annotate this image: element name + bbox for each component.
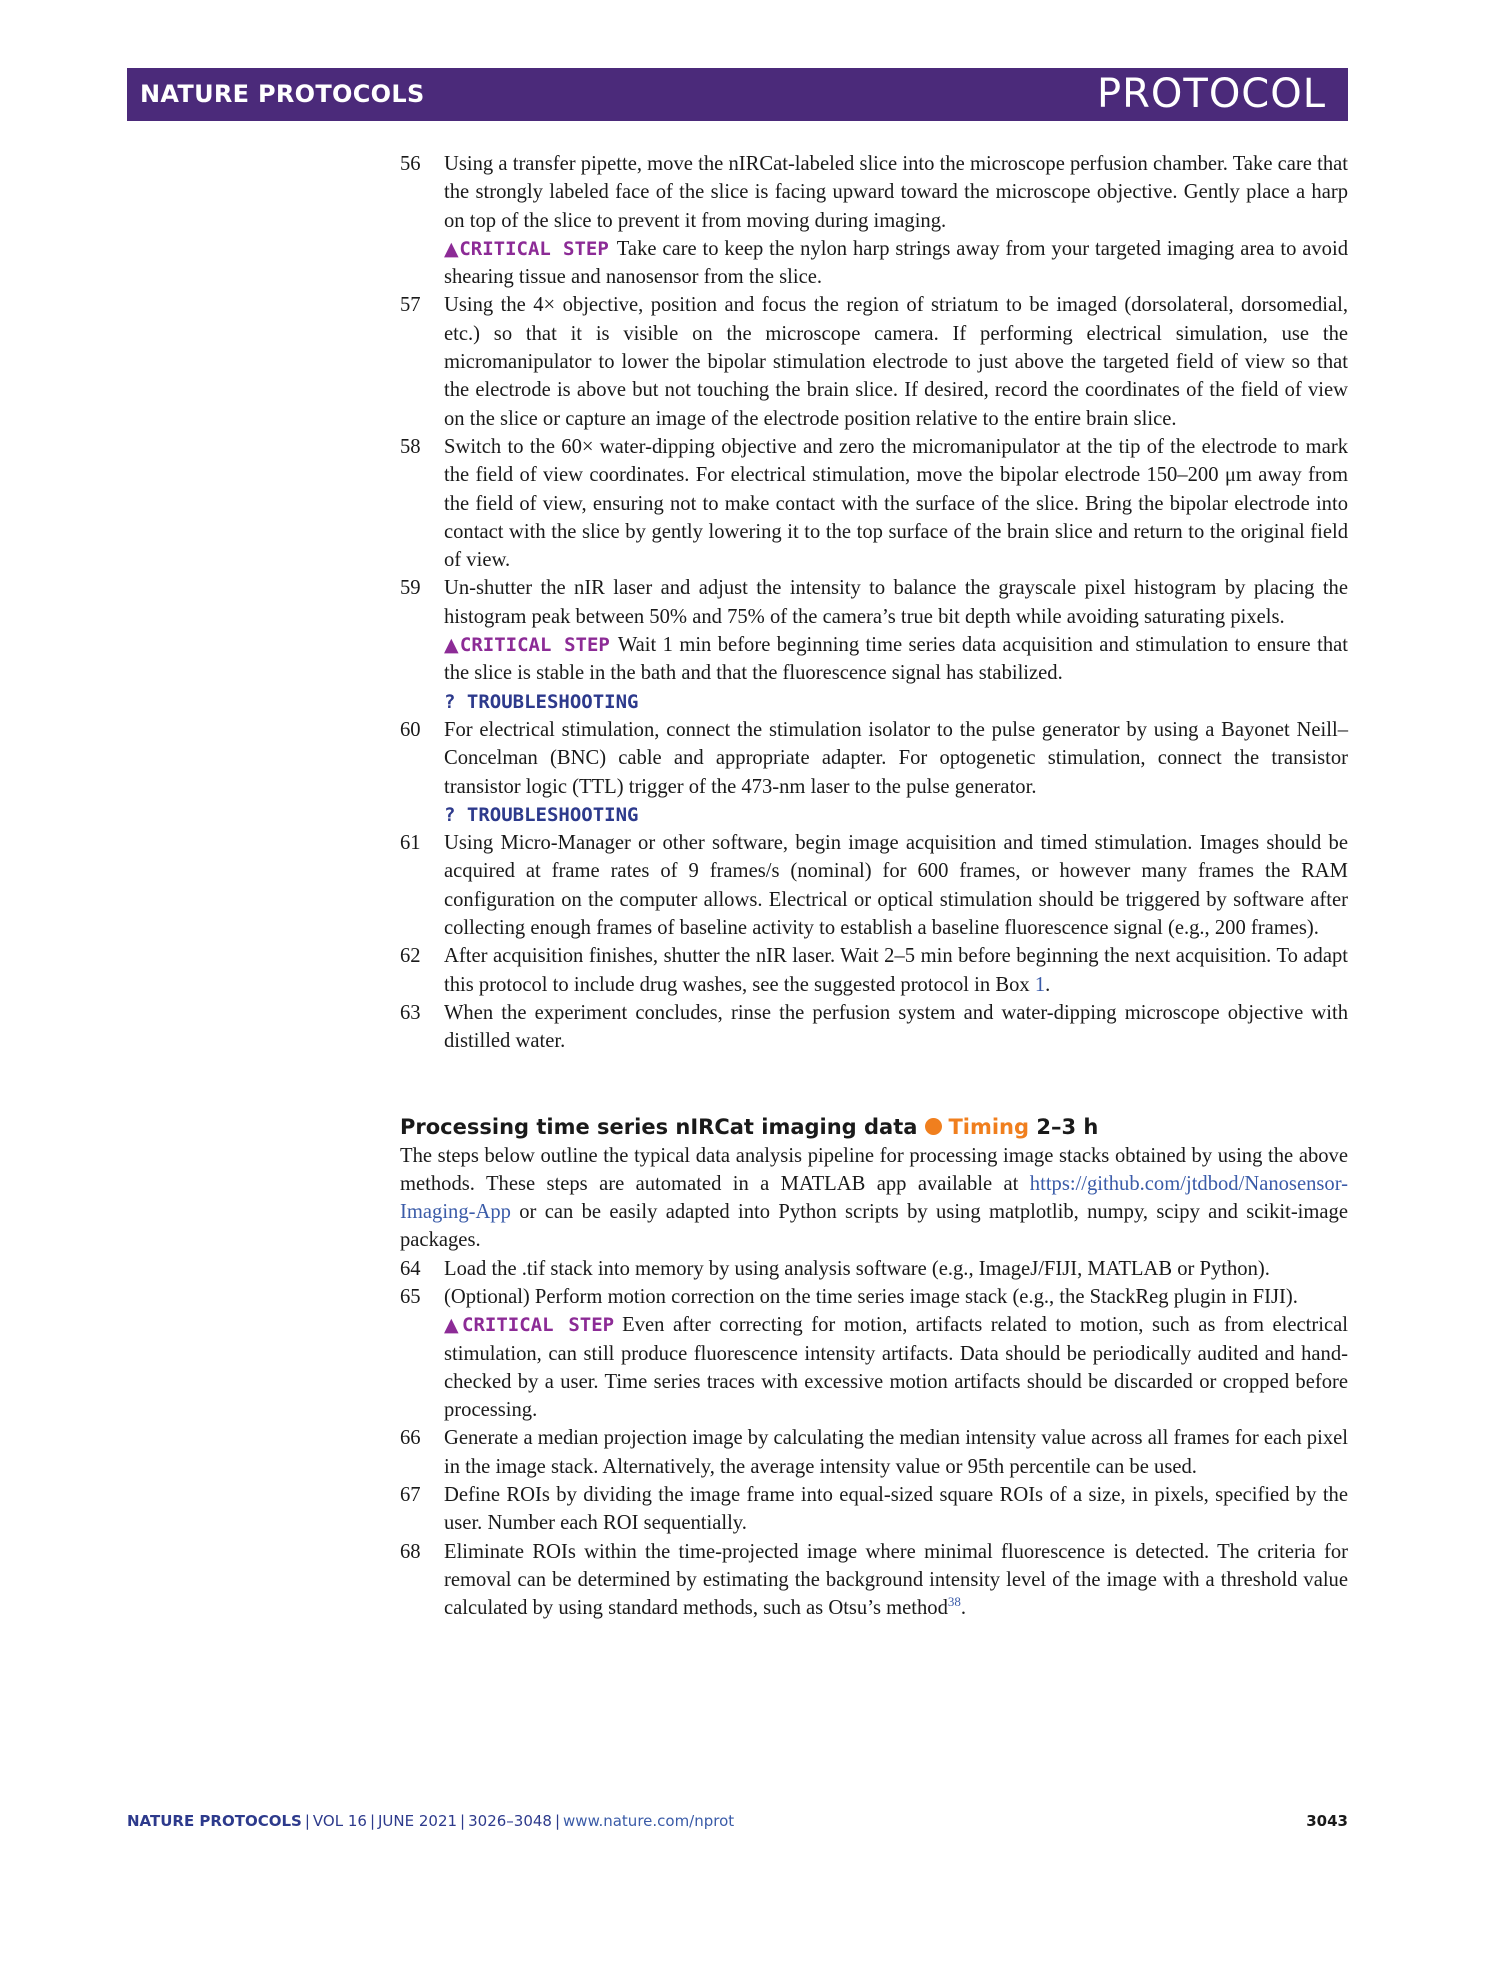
github-link[interactable]: https://github.com/jtdbod/Nanosensor-Imaging-App	[400, 1172, 1348, 1224]
step-64	[400, 1255, 1348, 1283]
troubleshooting-label: ? TROUBLESHOOTING	[444, 803, 639, 826]
step-text: For electrical stimulation, connect the stimulation isolator to the pulse generator by using a Bayonet Neill–Concelman (BNC) cable and appropriate adapter. For optogenetic stimulation, connect the transistor transistor logic (TTL) trigger of the 473-nm laser to the pulse generator.	[444, 718, 1348, 798]
footer-url-link[interactable]: www.nature.com/nprot	[563, 1812, 735, 1830]
step-68: 68 Eliminate ROIs within the time-projected image where minimal fluorescence is detected. The criteria for removal can be determined by estimating the background intensity level of the image with a threshold value calculated by using standard methods, such as Otsu’s method$^{38}$.	[400, 1538, 1348, 1623]
timing-label: Timing	[948, 1114, 1030, 1139]
step-text: Using a transfer pipette, move the nIRCat-labeled slice into the microscope perfusion chamber. Take care that the strongly labeled face of the slice is facing upward toward the microscope objective. Gently place a harp on top of the slice to prevent it from moving during imaging.	[444, 153, 1348, 232]
critical-step-label: ▲CRITICAL STEP	[444, 237, 609, 260]
step-number: 61	[400, 832, 421, 855]
critical-step-label: ▲CRITICAL STEP	[444, 1314, 615, 1337]
step-text: Load the .tif stack into memory by using analysis software (e.g., ImageJ/FIJI, MATLAB or Python).	[444, 1257, 1270, 1280]
critical-step-note	[444, 1311, 1348, 1424]
step-text: Define ROIs by dividing the image frame into equal-sized square ROIs of a size, in pixels, specified by the user. Number each ROI sequentially.	[444, 1484, 1348, 1535]
step-65	[400, 1283, 1348, 1424]
footer-date: JUNE 2021	[378, 1812, 458, 1830]
critical-step-text: Wait 1 min before beginning time series data acquisition and stimulation to ensure that the slice is stable in the bath and that the fluorescence signal has stabilized.	[444, 634, 1348, 685]
step-text: Un-shutter the nIR laser and adjust the intensity to balance the grayscale pixel histogram by placing the histogram peak between 50% and 75% of the camera’s true bit depth while avoiding saturating pixels.	[444, 577, 1348, 628]
critical-step-note	[444, 235, 1348, 292]
step-57	[400, 291, 1348, 432]
step-number: 60	[400, 718, 421, 741]
step-text: Generate a median projection image by calculating the median intensity value across all frames for each pixel in the image stack. Alternatively, the average intensity value or 95th percentile can be used.	[444, 1427, 1348, 1478]
step-number: 67	[400, 1484, 421, 1507]
page-number: 3043	[1306, 1812, 1348, 1830]
step-62: 62 After acquisition finishes, shutter the nIR laser. Wait 2–5 min before beginning the next acquisition. To adapt this protocol to include drug washes, see the suggested protocol in Box 1.	[400, 942, 1348, 999]
step-number: 64	[400, 1257, 421, 1280]
critical-step-text: Even after correcting for motion, artifacts related to motion, such as from electrical stimulation, can still produce fluorescence intensity artifacts. Data should be periodically audited and hand-checked by a user. Time series traces with excessive motion artifacts should be discarded or cropped before processing.	[444, 1314, 1348, 1422]
step-number: 58	[400, 435, 421, 458]
step-text: Eliminate ROIs within the time-projected image where minimal fluorescence is detected. The criteria for removal can be determined by estimating the background intensity level of the image with a threshold value calculated by using standard methods, such as Otsu’s method	[444, 1540, 1348, 1620]
footer-journal: NATURE PROTOCOLS	[127, 1812, 302, 1830]
step-number: 57	[400, 294, 421, 317]
step-number: 66	[400, 1427, 421, 1450]
step-67	[400, 1481, 1348, 1538]
step-61	[400, 829, 1348, 942]
step-59	[400, 574, 1348, 715]
timing-dot-icon	[925, 1118, 942, 1135]
critical-step-text: Take care to keep the nylon harp strings away from your targeted imaging area to avoid shearing tissue and nanosensor from the slice.	[444, 237, 1348, 289]
step-text: Switch to the 60× water-dipping objective and zero the micromanipulator at the tip of the electrode to mark the field of view coordinates. For electrical stimulation, move the bipolar electrode 150–200 μm away from the field of view, ensuring not to make contact with the surface of the slice. Bring the bipolar electrode into contact with the slice by gently lowering it to the top surface of the brain slice and return to the original field of view.	[444, 435, 1348, 572]
critical-triangle-icon: ▲	[444, 634, 460, 657]
critical-triangle-icon: ▲	[444, 237, 460, 260]
step-number: 56	[400, 153, 421, 175]
critical-triangle-icon: ▲	[444, 1314, 463, 1337]
step-number: 63	[400, 1001, 421, 1024]
step-number: 68	[400, 1540, 421, 1563]
section-spacer	[400, 1056, 1348, 1112]
step-60	[400, 716, 1348, 829]
step-63	[400, 999, 1348, 1056]
footer-pages: 3026–3048	[468, 1812, 552, 1830]
critical-step-label: ▲CRITICAL STEP	[444, 634, 610, 657]
step-58	[400, 433, 1348, 574]
footer-volume: VOL 16	[312, 1812, 367, 1830]
footer: NATURE PROTOCOLS | VOL 16 | JUNE 2021 | 3026–3048 | www.nature.com/nprot 3043	[127, 1812, 1348, 1830]
step-56	[400, 150, 1348, 291]
main-content	[400, 150, 1348, 1623]
timing-value: 2–3 h	[1036, 1114, 1099, 1139]
section-heading	[400, 1112, 1348, 1142]
step-text: When the experiment concludes, rinse the perfusion system and water-dipping microscope objective with distilled water.	[444, 1001, 1348, 1053]
step-number: 59	[400, 577, 421, 600]
step-number: 62	[400, 945, 421, 968]
step-text: Using the 4× objective, position and focus the region of striatum to be imaged (dorsolateral, dorsomedial, etc.) so that it is visible on the microscope camera. If performing electrical simulation, use the micromanipulator to lower the bipolar stimulation electrode to just above the targeted field of view so that the electrode is above but not touching the brain slice. If desired, record the coordinates of the field of view on the slice or capture an image of the electrode position relative to the entire brain slice.	[444, 294, 1348, 430]
troubleshooting-label: ? TROUBLESHOOTING	[444, 690, 639, 713]
step-number: 65	[400, 1285, 421, 1308]
reference-superscript[interactable]: 38	[947, 1594, 961, 1610]
critical-step-note	[444, 631, 1348, 688]
step-text: After acquisition finishes, shutter the nIR laser. Wait 2–5 min before beginning the next acquisition. To adapt this protocol to include drug washes, see the suggested protocol in Box	[444, 945, 1348, 996]
step-text: Using Micro-Manager or other software, begin image acquisition and timed stimulation. Images should be acquired at frame rates of 9 frames/s (nominal) for 600 frames, or however many frames the RAM configuration on the computer allows. Electrical or optical stimulation should be triggered by software after collecting enough frames of baseline activity to establish a baseline fluorescence signal (e.g., 200 frames).	[444, 832, 1348, 940]
box-reference-link[interactable]: 1	[1034, 973, 1046, 996]
journal-name: NATURE PROTOCOLS	[140, 80, 425, 108]
section-intro: The steps below outline the typical data analysis pipeline for processing image stacks obtained by using the above methods. These steps are automated in a MATLAB app available at https://github.com/jtdbod/Nanosensor-Imaging-App or can be easily adapted into Python scripts by using matplotlib, numpy, scipy and scikit-image packages.	[400, 1144, 1348, 1252]
section-title: Processing time series nIRCat imaging data	[400, 1114, 918, 1139]
step-66	[400, 1424, 1348, 1481]
step-text: (Optional) Perform motion correction on the time series image stack (e.g., the StackReg plugin in FIJI).	[444, 1285, 1298, 1308]
article-type: PROTOCOL	[1096, 71, 1326, 117]
header-bar	[127, 68, 1348, 121]
